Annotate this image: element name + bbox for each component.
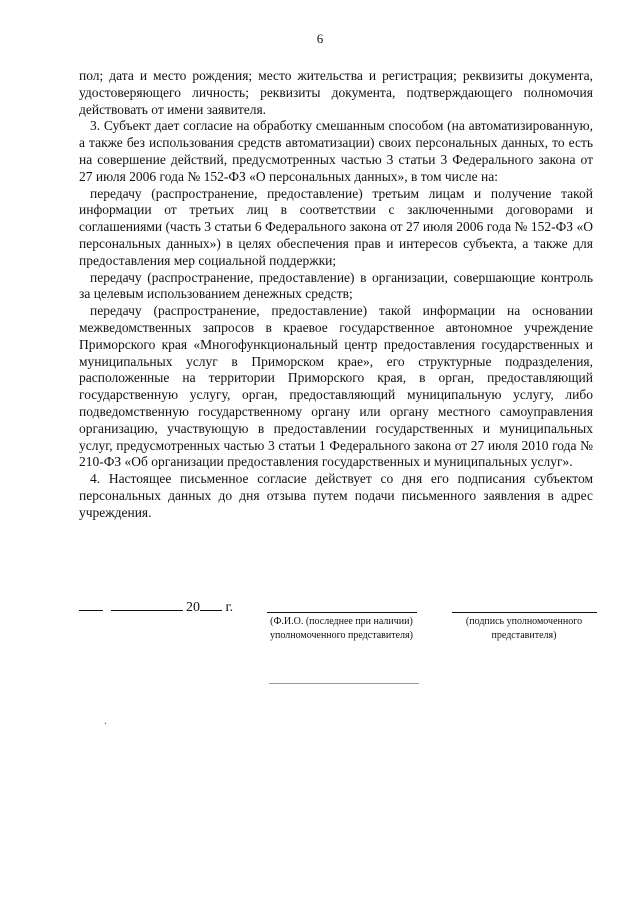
paragraph-consent-validity-clause-4: 4. Настоящее письменное согласие действует со дня его подписания субъектом персональных данных до дня отзыва путем подачи письменного заявления в адрес учреждения.	[79, 471, 593, 520]
fio-signature-block	[254, 612, 429, 643]
year-blank	[200, 598, 222, 611]
fio-caption	[254, 615, 429, 643]
end-of-document-rule	[269, 683, 419, 684]
signature-caption	[439, 615, 609, 643]
signature-row	[79, 598, 599, 658]
fio-caption-line2: уполномоченного представителя)	[270, 630, 413, 641]
year-prefix: 20	[186, 600, 200, 615]
day-blank	[79, 598, 103, 611]
paragraph-personal-data-list: пол; дата и место рождения; место жительства и регистрация; реквизиты документа, удостоверяющего личность; реквизиты документа, подтверждающего полномочия действовать от имени заявителя.	[79, 68, 593, 117]
paragraph-transfer-third-parties: передачу (распространение, предоставление) третьим лицам и получение такой информации от третьих лиц в соответствии с заключенными договорами и соглашениями (часть 3 статьи 6 Федерального закона от 27 июля 2006 года № 152-ФЗ «О персональных данных») в целях обеспечения прав и интересов субъекта, а также для предоставления мер социальной поддержки;	[79, 185, 593, 268]
signature-caption-line2: представителя)	[491, 630, 557, 641]
paragraph-consent-clause-3: 3. Субъект дает согласие на обработку смешанным способом (на автоматизированную, а также без использования средств автоматизации) своих персональных данных, то есть на совершение действий, предусмотренных частью 3 статьи 3 Федерального закона от 27 июля 2006 года № 152-ФЗ «О персональных данных», в том числе на:	[79, 118, 593, 184]
date-field	[79, 598, 233, 616]
fio-caption-line1: (Ф.И.О. (последнее при наличии)	[270, 616, 413, 627]
signature-line	[452, 612, 597, 613]
year-suffix: г.	[225, 600, 234, 615]
page-number: 6	[316, 31, 324, 46]
month-blank	[111, 598, 183, 611]
paragraph-transfer-interagency: передачу (распространение, предоставление) такой информации на основании межведомственных запросов в краевое государственное автономное учреждение Приморского края «Многофункциональный центр предоставления государственных и муниципальных услуг в Приморском крае», его структурные подразделения, расположенные на территории Приморского края, в орган, предоставляющий государственную услугу, орган, предоставляющий муниципальную услугу, либо подведомственную государственному органу или органу местного самоуправления организацию, участвующую в предоставлении государственных и муниципальных услуг, предусмотренных частью 3 статьи 1 Федерального закона от 27 июля 2010 года № 210-ФЗ «Об организации предоставления государственных и муниципальных услуг».	[79, 303, 593, 470]
document-body	[79, 68, 593, 522]
signature-caption-line1: (подпись уполномоченного	[465, 616, 583, 627]
paragraph-transfer-control-orgs: передачу (распространение, предоставление) в организации, совершающие контроль за целевым использованием денежных средств;	[79, 269, 593, 302]
footer-mark: .	[104, 713, 107, 727]
signature-block	[439, 612, 609, 643]
fio-line	[267, 612, 417, 613]
